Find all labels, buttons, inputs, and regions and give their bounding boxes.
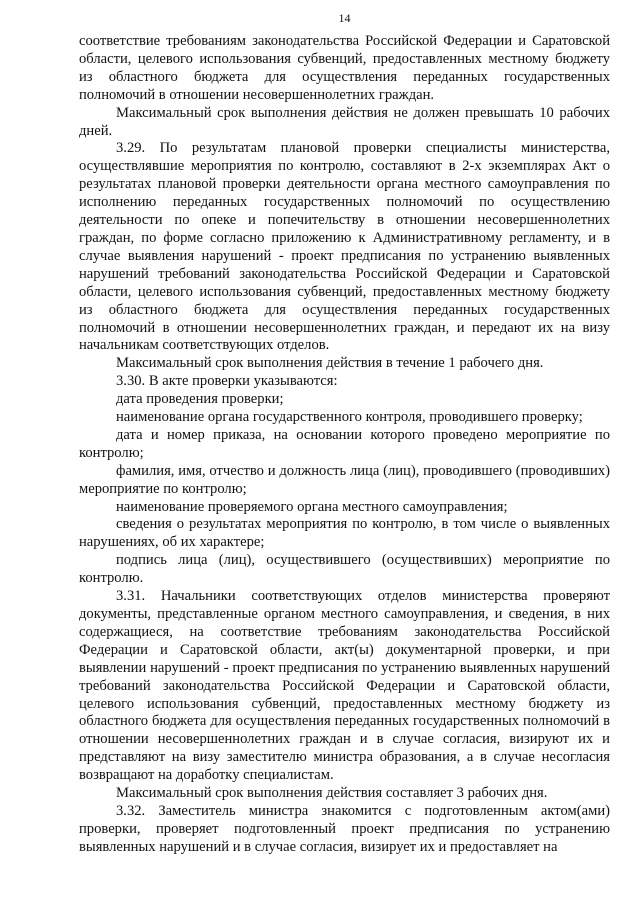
page-number: 14	[338, 11, 351, 25]
paragraph: подпись лица (лиц), осуществившего (осуществивших) мероприятие по контролю.	[79, 552, 610, 587]
document-body	[79, 33, 610, 857]
paragraph: соответствие требованиям законодательства Российской Федерации и Саратовской области, целевого использования субвенций, предоставленных местному бюджету из областного бюджета для осуществления переданных государственных полномочий в отношении несовершеннолетних граждан.	[79, 33, 610, 103]
paragraph: фамилия, имя, отчество и должность лица (лиц), проводившего (проводивших) мероприятие по контролю;	[79, 462, 610, 497]
paragraph: дата проведения проверки;	[116, 391, 284, 408]
paragraph: 3.32. Заместитель министра знакомится с подготовленным актом(ами) проверки, проверяет подготовленный проект предписания по устранению выявленных нарушений и в случае согласия, визирует их и предоставляет на	[79, 802, 610, 855]
paragraph: 3.29. По результатам плановой проверки специалисты министерства, осуществлявшие мероприятия по контролю, составляют в 2-х экземплярах Акт о результатах плановой проверки деятельности органа местного самоуправления по исполнению переданных государственных полномочий по осуществлению деятельности по опеке и попечительству в отношении несовершеннолетних граждан, по форме согласно приложению к Административному регламенту, и в случае выявления нарушений - проект предписания по устранению выявленных нарушений требований законодательства Российской Федерации и Саратовской области, целевого использования субвенций, предоставленных местному бюджету из областного бюджета для осуществления переданных государственных полномочий в отношении несовершеннолетних граждан, и передают их на визу начальникам соответствующих отделов.	[79, 140, 610, 354]
paragraph: Максимальный срок выполнения действия не должен превышать 10 рабочих дней.	[79, 104, 610, 139]
paragraph: наименование проверяемого органа местного самоуправления;	[116, 498, 508, 515]
paragraph: дата и номер приказа, на основании которого проведено мероприятие по контролю;	[79, 426, 610, 461]
paragraph: 3.31. Начальники соответствующих отделов министерства проверяют документы, представленные органом местного самоуправления, и сведения, в них содержащиеся, на соответствие требованиям законодательства Российской Федерации и Саратовской области, акт(ы) документарной проверки, и при выявлении нарушений - проект предписания по устранению выявленных нарушений требований законодательства Российской Федерации и Саратовской области, целевого использования субвенций, предоставленных местному бюджету из областного бюджета для осуществления переданных государственных полномочий в отношении несовершеннолетних граждан и в случае согласия, визируют их и представляют на визу заместителю министра образования, а в случае несогласия возвращают на доработку специалистам.	[79, 588, 610, 784]
paragraph: 3.30. В акте проверки указываются:	[116, 373, 338, 390]
paragraph: Максимальный срок выполнения действия в течение 1 рабочего дня.	[116, 355, 544, 372]
paragraph: сведения о результатах мероприятия по контролю, в том числе о выявленных нарушениях, об их характере;	[79, 516, 610, 551]
paragraph: Максимальный срок выполнения действия составляет 3 рабочих дня.	[116, 785, 548, 802]
paragraph: наименование органа государственного контроля, проводившего проверку;	[116, 409, 583, 426]
